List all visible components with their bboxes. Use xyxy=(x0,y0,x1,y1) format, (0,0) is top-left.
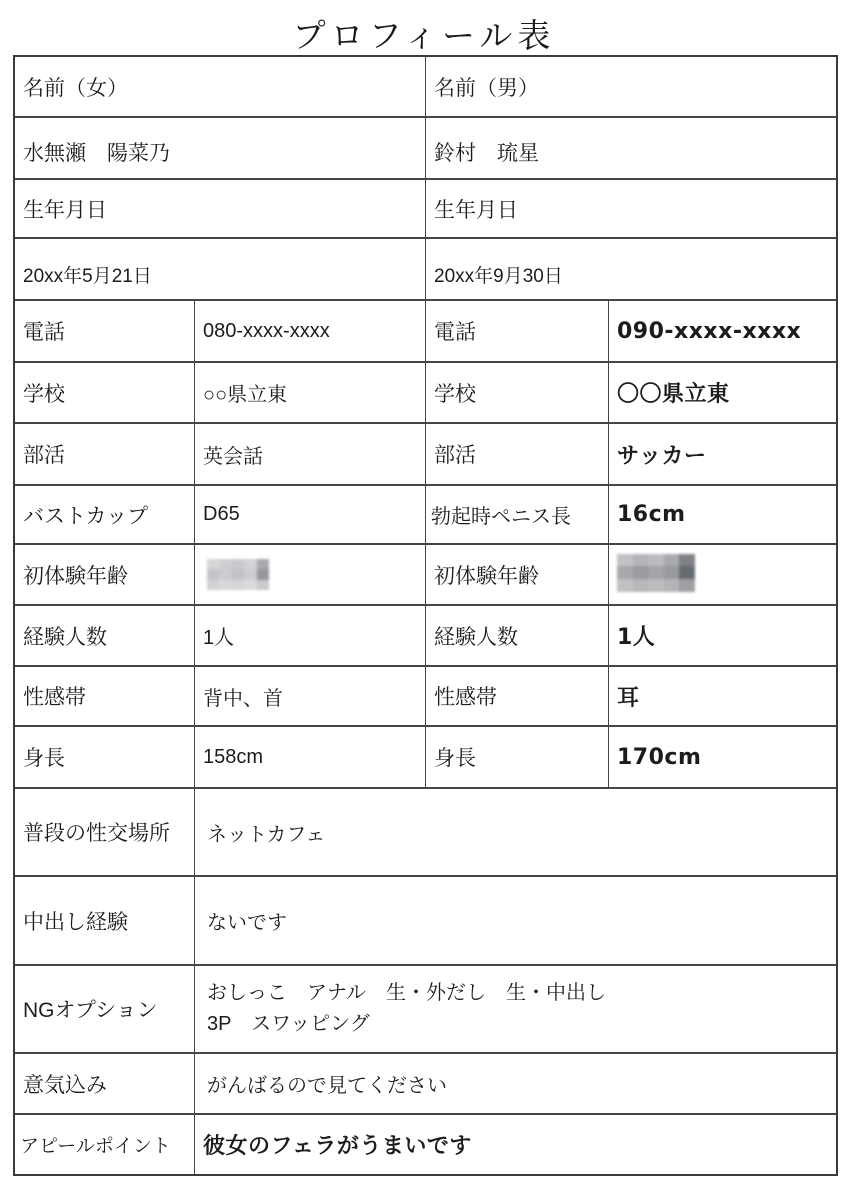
censored-mosaic-female xyxy=(207,559,269,590)
female-first-age-value xyxy=(194,545,425,604)
row-sensitive-spot xyxy=(15,665,836,725)
male-count-label: 経験人数 xyxy=(425,606,608,665)
enthusiasm-value: がんばるので見てください xyxy=(194,1054,836,1113)
male-phone-value: 090-xxxx-xxxx xyxy=(608,301,836,361)
profile-table xyxy=(13,55,838,1176)
male-size-label: 勃起時ペニス長 xyxy=(425,486,608,543)
male-first-age-label: 初体験年齢 xyxy=(425,545,608,604)
male-height-label: 身長 xyxy=(425,727,608,787)
male-school-value: 〇〇県立東 xyxy=(608,363,836,422)
male-birth-value: 20xx年9月30日 xyxy=(425,239,836,299)
female-birth-label: 生年月日 xyxy=(23,198,107,222)
male-first-age-value xyxy=(608,545,836,604)
ng-options-line-2: 3P スワッピング xyxy=(207,1013,370,1035)
ng-options-label: NGオプション xyxy=(23,999,158,1022)
male-birth-label: 生年月日 xyxy=(425,180,836,237)
row-names xyxy=(15,116,836,178)
female-count-value: 1人 xyxy=(194,606,425,665)
female-phone-value: 080-xxxx-xxxx xyxy=(194,301,425,361)
female-club-label: 部活 xyxy=(23,444,65,467)
appeal-point-label: アピールポイント xyxy=(20,1136,171,1157)
enthusiasm-label: 意気込み xyxy=(23,1073,107,1097)
row-birth-value xyxy=(15,237,836,299)
page-title: プロフィール表 xyxy=(292,19,556,55)
male-name-value: 鈴村 琉星 xyxy=(425,118,836,178)
row-birth-label xyxy=(15,178,836,237)
row-measurement xyxy=(15,484,836,543)
row-first-age xyxy=(15,543,836,604)
female-school-label: 学校 xyxy=(23,382,65,406)
female-height-label: 身長 xyxy=(23,747,65,770)
female-height-value: 158cm xyxy=(194,727,425,787)
row-appeal-point xyxy=(15,1113,836,1174)
censored-mosaic-male xyxy=(617,554,695,592)
row-club xyxy=(15,422,836,484)
row-phone xyxy=(15,299,836,361)
female-school-value: ○○県立東 xyxy=(194,363,425,422)
row-enthusiasm xyxy=(15,1052,836,1113)
female-birth-value: 20xx年5月21日 xyxy=(23,266,152,287)
row-ng-options xyxy=(15,964,836,1052)
male-phone-label: 電話 xyxy=(425,301,608,361)
female-spot-label: 性感帯 xyxy=(23,686,86,709)
female-name-value: 水無瀬 陽菜乃 xyxy=(23,142,170,165)
row-height xyxy=(15,725,836,787)
female-cup-value: D65 xyxy=(194,486,425,543)
male-spot-value: 耳 xyxy=(608,667,836,725)
male-school-label: 学校 xyxy=(425,363,608,422)
female-phone-label: 電話 xyxy=(23,321,65,344)
creampie-exp-label: 中出し経験 xyxy=(23,910,128,934)
female-count-label: 経験人数 xyxy=(23,625,107,649)
male-club-value: サッカー xyxy=(608,424,836,484)
male-club-label: 部活 xyxy=(425,424,608,484)
male-height-value: 170cm xyxy=(608,727,836,787)
female-spot-value: 背中、首 xyxy=(194,667,425,725)
male-name-header: 名前（男） xyxy=(425,57,836,116)
row-partner-count xyxy=(15,604,836,665)
female-first-age-label: 初体験年齢 xyxy=(23,564,128,588)
row-school xyxy=(15,361,836,422)
ng-options-line-1: おしっこ アナル 生・外だし 生・中出し xyxy=(207,982,606,1004)
row-usual-place xyxy=(15,787,836,875)
row-creampie-exp xyxy=(15,875,836,964)
row-name-header xyxy=(15,57,836,116)
female-cup-label: バストカップ xyxy=(23,504,149,528)
female-name-header: 名前（女） xyxy=(23,76,128,100)
usual-place-label: 普段の性交場所 xyxy=(23,822,170,845)
male-spot-label: 性感帯 xyxy=(425,667,608,725)
female-club-value: 英会話 xyxy=(194,424,425,484)
creampie-exp-value: ないです xyxy=(194,877,836,964)
ng-options-value xyxy=(194,966,836,1052)
usual-place-value: ネットカフェ xyxy=(194,789,836,875)
male-size-value: 16cm xyxy=(608,486,836,543)
male-count-value: 1人 xyxy=(608,606,836,665)
appeal-point-value: 彼女のフェラがうまいです xyxy=(194,1115,836,1174)
